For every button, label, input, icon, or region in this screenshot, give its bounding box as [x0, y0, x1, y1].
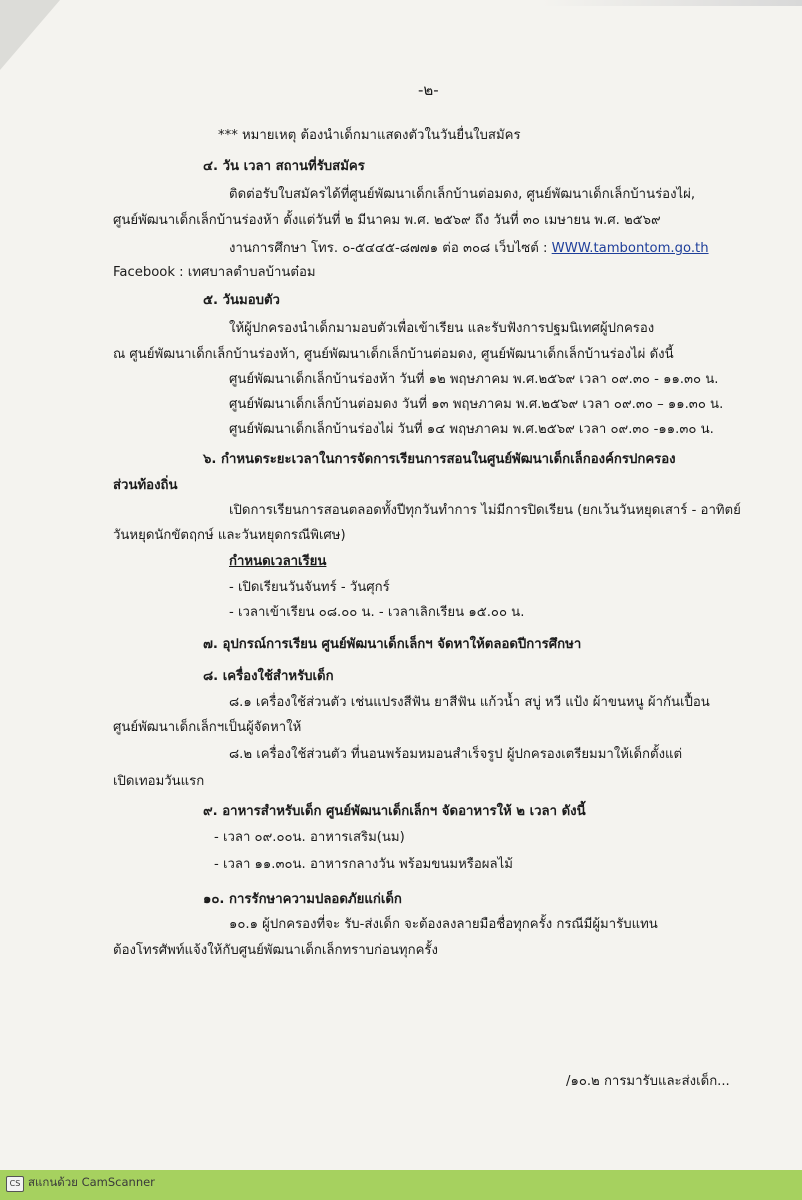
scan-shadow [542, 0, 802, 6]
page-number: -๒- [418, 81, 439, 99]
folded-corner [0, 0, 60, 70]
section-6-line-1: เปิดการเรียนการสอนตลอดทั้งปีทุกวันทำการ ไม่มีการปิดเรียน (ยกเว้นวันหยุดเสาร์ - อาทิตย์ [229, 503, 741, 518]
section-9-heading: ๙. อาหารสำหรับเด็ก ศูนย์พัฒนาเด็กเล็กฯ จัดอาหารให้ ๒ เวลา ดังนี้ [203, 804, 586, 819]
section-4-heading: ๔. วัน เวลา สถานที่รับสมัคร [203, 159, 365, 174]
section-4-line-1: ติดต่อรับใบสมัครได้ที่ศูนย์พัฒนาเด็กเล็กบ้านต่อมดง, ศูนย์พัฒนาเด็กเล็กบ้านร่องไผ่, [229, 187, 696, 202]
contact-phone: งานการศึกษา โทร. ๐-๕๔๔๕-๘๗๗๑ ต่อ ๓๐๘ เว็บไซต์ : [229, 241, 548, 256]
facebook-line: Facebook : เทศบาลตำบลบ้านต๋อม [113, 265, 316, 280]
section-5-schedule-1: ศูนย์พัฒนาเด็กเล็กบ้านร่องห้า วันที่ ๑๒ พฤษภาคม พ.ศ.๒๕๖๙ เวลา ๐๙.๓๐ - ๑๑.๓๐ น. [229, 372, 719, 387]
note-line: *** หมายเหตุ ต้องนำเด็กมาแสดงตัวในวันยื่นใบสมัคร [218, 128, 521, 143]
section-5-heading: ๕. วันมอบตัว [203, 293, 280, 308]
section-8-line-1: ๘.๑ เครื่องใช้ส่วนตัว เช่นแปรงสีฟัน ยาสีฟัน แก้วน้ำ สบู่ หวี แป้ง ผ้าขนหนู ผ้ากันเปื้อน [229, 695, 710, 710]
section-10-line-1: ๑๐.๑ ผู้ปกครองที่จะ รับ-ส่งเด็ก จะต้องลงลายมือชื่อทุกครั้ง กรณีมีผู้มารับแทน [229, 917, 658, 932]
section-6-heading: ๖. กำหนดระยะเวลาในการจัดการเรียนการสอนในศูนย์พัฒนาเด็กเล็กองค์กรปกครอง [203, 452, 676, 467]
schedule-subheading: กำหนดเวลาเรียน [229, 554, 327, 569]
section-5-schedule-2: ศูนย์พัฒนาเด็กเล็กบ้านต่อมดง วันที่ ๑๓ พฤษภาคม พ.ศ.๒๕๖๙ เวลา ๐๙.๓๐ – ๑๑.๓๐ น. [229, 397, 724, 412]
section-10-line-2: ต้องโทรศัพท์แจ้งให้กับศูนย์พัฒนาเด็กเล็กทราบก่อนทุกครั้ง [113, 943, 438, 958]
section-8-heading: ๘. เครื่องใช้สำหรับเด็ก [203, 669, 334, 684]
section-6-heading-cont: ส่วนท้องถิ่น [113, 478, 178, 493]
schedule-item-2: - เวลาเข้าเรียน ๐๘.๐๐ น. - เวลาเลิกเรียน ๑๕.๐๐ น. [229, 605, 525, 620]
section-5-line-2: ณ ศูนย์พัฒนาเด็กเล็กบ้านร่องห้า, ศูนย์พัฒนาเด็กเล็กบ้านต่อมดง, ศูนย์พัฒนาเด็กเล็กบ้านร่องไผ่ ดังนี้ [113, 347, 674, 362]
section-5-line-1: ให้ผู้ปกครองนำเด็กมามอบตัวเพื่อเข้าเรียน และรับฟังการปฐมนิเทศผู้ปกครอง [229, 321, 655, 336]
section-4-line-2: ศูนย์พัฒนาเด็กเล็กบ้านร่องห้า ตั้งแต่วันที่ ๒ มีนาคม พ.ศ. ๒๕๖๙ ถึง วันที่ ๓๐ เมษายน พ.ศ. ๒๕๖๙ [113, 213, 661, 228]
section-8-line-3: ๘.๒ เครื่องใช้ส่วนตัว ที่นอนพร้อมหมอนสำเร็จรูป ผู้ปกครองเตรียมมาให้เด็กตั้งแต่ [229, 747, 683, 762]
section-7-heading: ๗. อุปกรณ์การเรียน ศูนย์พัฒนาเด็กเล็กฯ จัดหาให้ตลอดปีการศึกษา [203, 637, 582, 652]
section-9-item-2: - เวลา ๑๑.๓๐น. อาหารกลางวัน พร้อมขนมหรือผลไม้ [214, 857, 513, 872]
section-4-contact-line [229, 240, 709, 258]
schedule-item-1: - เปิดเรียนวันจันทร์ - วันศุกร์ [229, 580, 390, 595]
section-8-line-2: ศูนย์พัฒนาเด็กเล็กฯเป็นผู้จัดหาให้ [113, 720, 302, 735]
continuation-note: /๑๐.๒ การมารับและส่งเด็ก... [566, 1074, 730, 1089]
section-9-item-1: - เวลา ๐๙.๐๐น. อาหารเสริม(นม) [214, 830, 405, 845]
section-5-schedule-3: ศูนย์พัฒนาเด็กเล็กบ้านร่องไผ่ วันที่ ๑๔ พฤษภาคม พ.ศ.๒๕๖๙ เวลา ๐๙.๓๐ -๑๑.๓๐ น. [229, 422, 714, 437]
website-link[interactable]: WWW.tambontom.go.th [551, 241, 709, 256]
section-8-line-4: เปิดเทอมวันแรก [113, 774, 205, 789]
section-10-heading: ๑๐. การรักษาความปลอดภัยแก่เด็ก [203, 892, 402, 907]
camscanner-watermark: สแกนด้วย CamScanner [28, 1175, 155, 1189]
camscanner-logo-icon: CS [6, 1176, 24, 1192]
section-6-line-2: วันหยุดนักขัตฤกษ์ และวันหยุดกรณีพิเศษ) [113, 528, 346, 543]
